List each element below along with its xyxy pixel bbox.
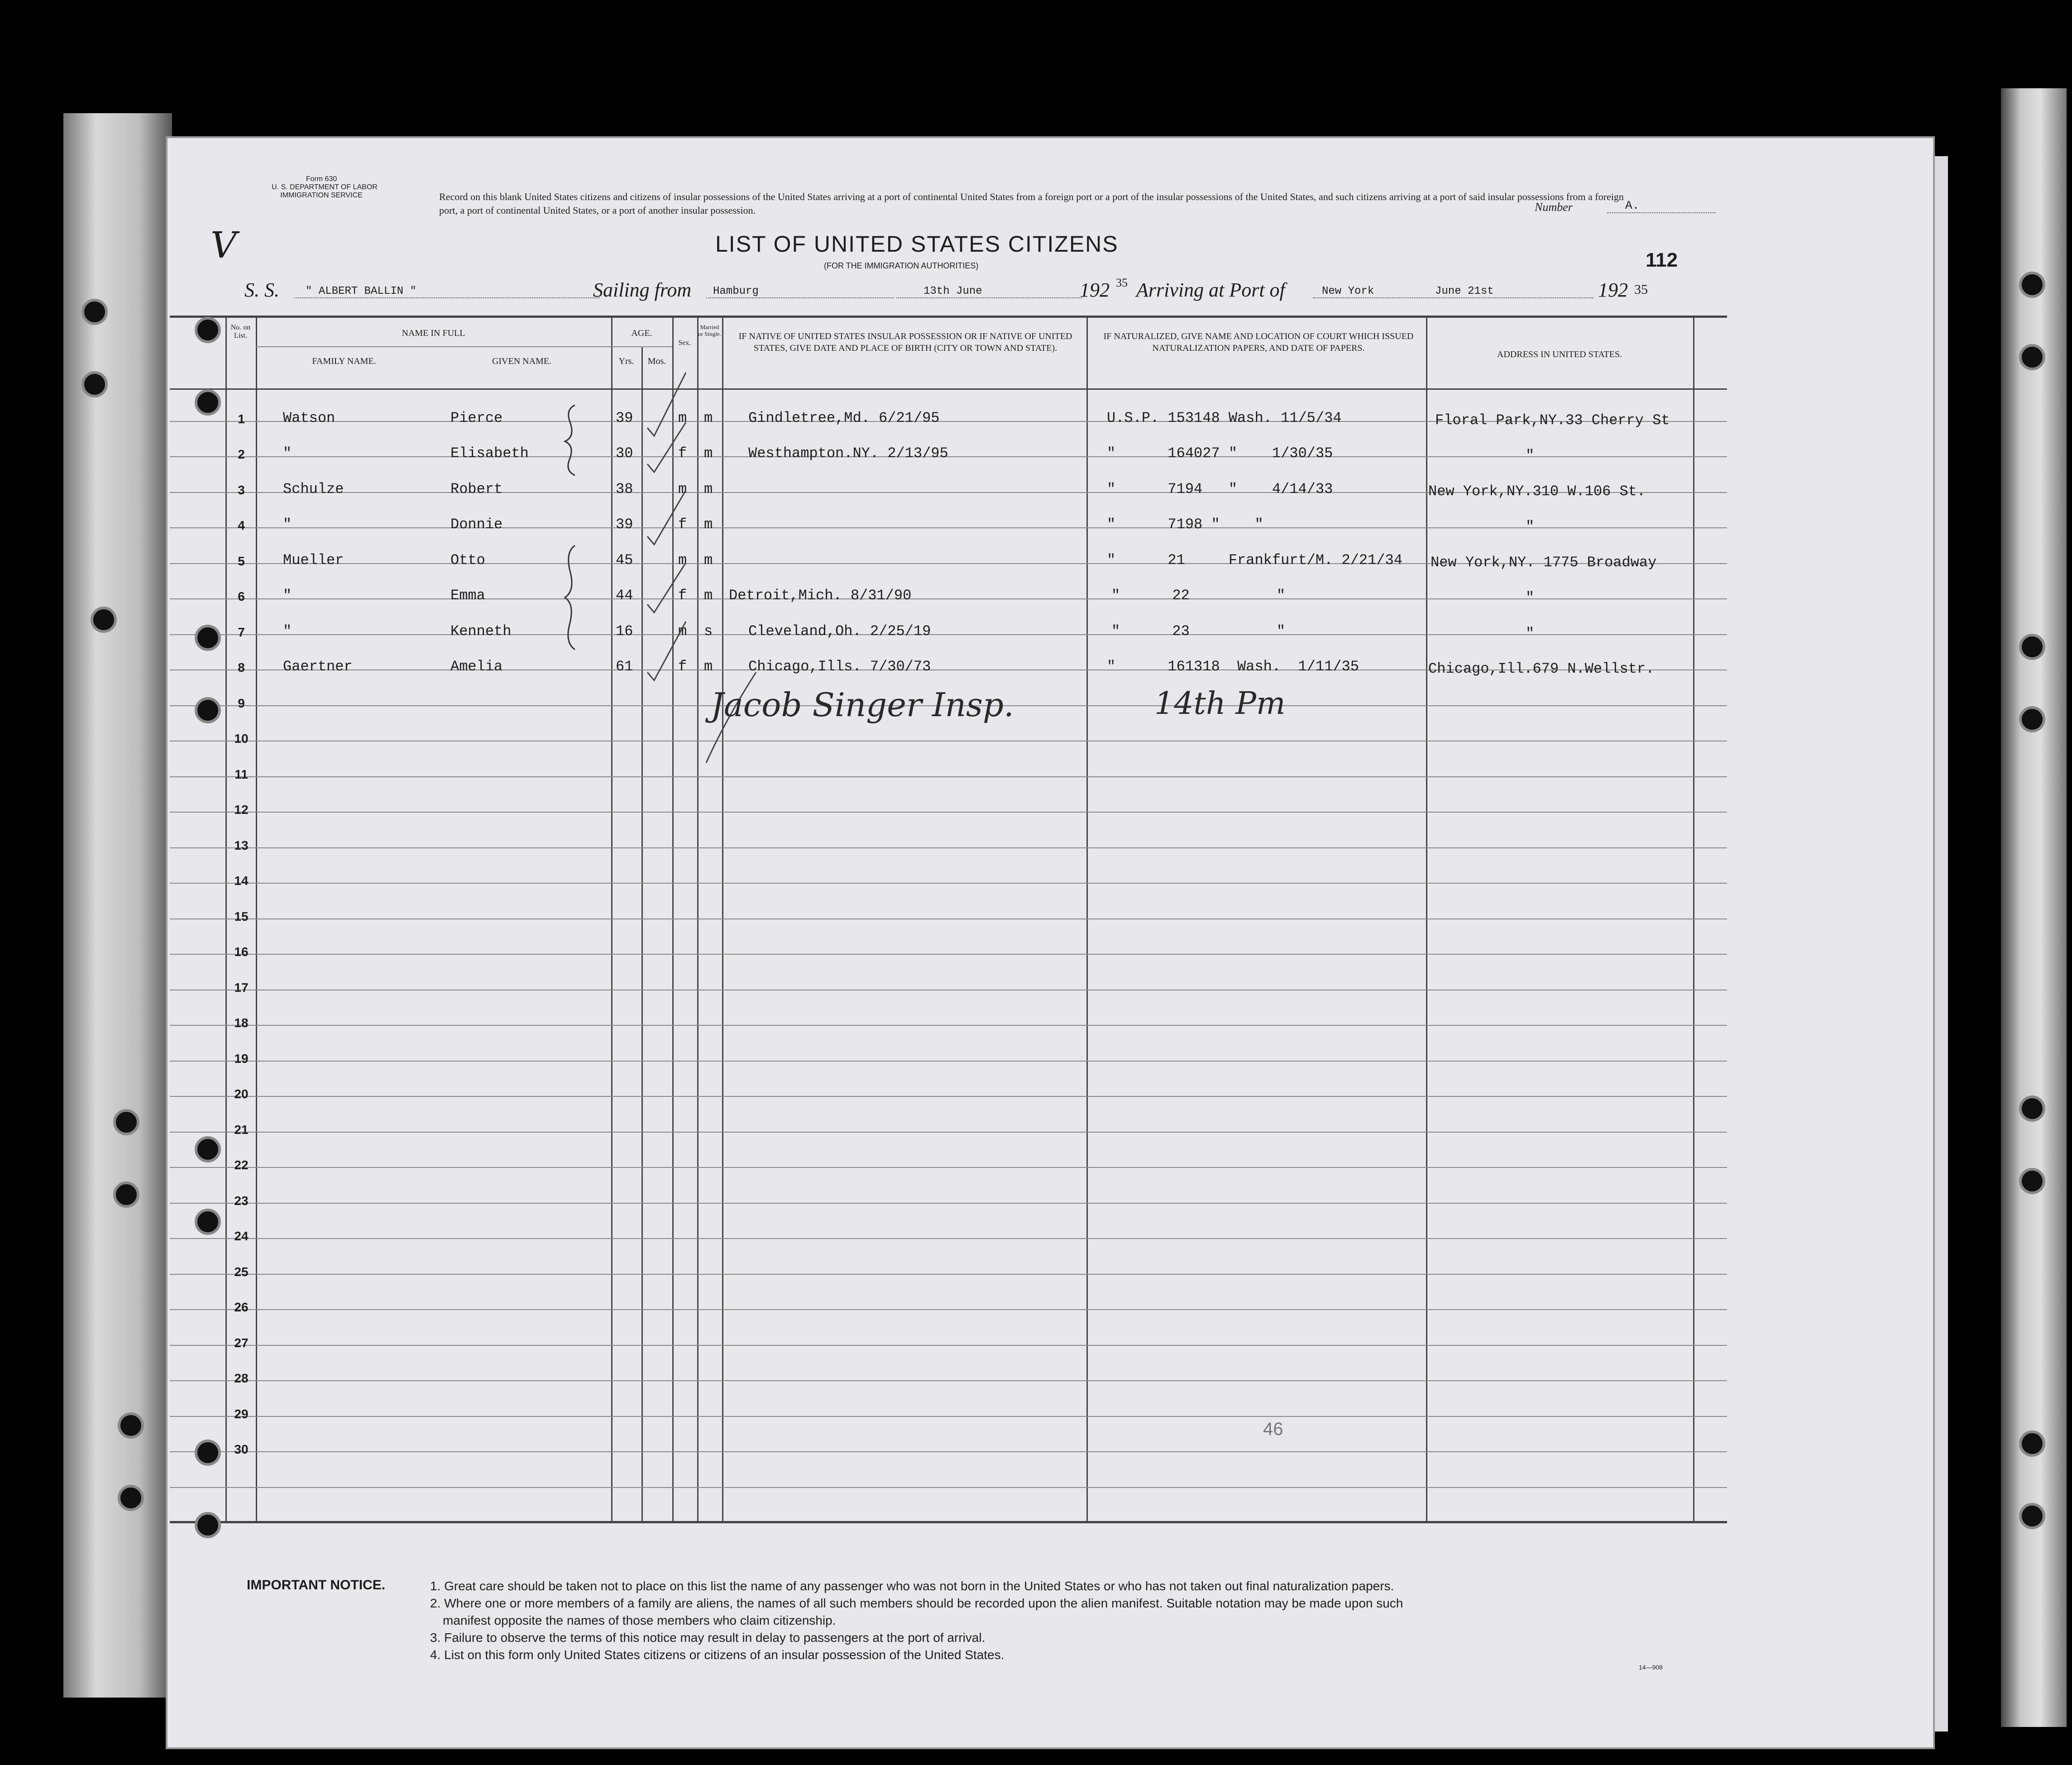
punch-hole (81, 299, 108, 325)
row-number: 2 (238, 447, 245, 461)
naturalization: " 21 Frankfurt/M. 2/21/34 (1107, 552, 1402, 569)
row-number: 16 (234, 945, 249, 959)
year-prefix-2: 192 (1598, 279, 1628, 301)
family-name: " (283, 445, 292, 462)
marital-status: m (704, 658, 713, 675)
family-name: " (283, 516, 292, 533)
sex: m (678, 481, 687, 497)
punch-hole (118, 1412, 144, 1439)
year-1: 35 (1116, 276, 1128, 289)
family-name: Mueller (283, 552, 344, 569)
given-name: Otto (450, 552, 485, 569)
row-number: 19 (234, 1052, 249, 1066)
naturalization: " 22 " (1111, 587, 1286, 604)
family-name: Gaertner (283, 658, 353, 675)
naturalization: " 164027 " 1/30/35 (1107, 445, 1333, 462)
marital-status: m (704, 552, 713, 569)
sex: f (678, 516, 687, 533)
punch-hole (195, 1512, 221, 1538)
row-number: 21 (234, 1123, 249, 1137)
row-number: 22 (234, 1158, 249, 1172)
punch-hole (2019, 344, 2045, 370)
address: " (1526, 518, 1535, 535)
sex: m (678, 410, 687, 426)
family-name: " (283, 587, 292, 604)
page-number: 112 (1646, 249, 1678, 271)
row-number: 23 (234, 1194, 249, 1208)
row-number: 24 (234, 1229, 249, 1243)
marital-status: m (704, 445, 713, 462)
punch-hole (195, 1209, 221, 1235)
row-number: 6 (238, 589, 245, 603)
print-code: 14—908 (1639, 1664, 1663, 1671)
notice-item: 2. Where one or more members of a family are aliens, the names of all such members should be recorded upon the alien manifest. Suitable notation may be made upon such (430, 1596, 1403, 1610)
given-name: Amelia (450, 658, 503, 675)
number-label: Number (1535, 201, 1573, 214)
row-number: 7 (238, 625, 245, 639)
port-to: New York (1313, 285, 1593, 298)
sailing-label: Sailing from (593, 279, 692, 301)
punch-hole (2019, 1095, 2045, 1122)
row-number: 15 (234, 909, 249, 923)
row-number: 28 (234, 1371, 249, 1385)
row-number: 9 (238, 696, 245, 710)
row-number: 20 (234, 1087, 249, 1101)
birth-info: Chicago,Ills. 7/30/73 (748, 658, 931, 675)
age-years: 39 (616, 410, 633, 426)
naturalization: U.S.P. 153148 Wash. 11/5/34 (1107, 410, 1342, 426)
family-name: Schulze (283, 481, 344, 497)
row-number: 11 (234, 767, 248, 781)
header-given-name: GIVEN NAME. (492, 356, 552, 366)
given-name: Elisabeth (450, 445, 529, 462)
address: " (1526, 589, 1535, 606)
right-binder-strip (2001, 88, 2067, 1727)
year-2: 35 (1634, 282, 1648, 297)
punch-hole (2019, 706, 2045, 732)
age-years: 61 (616, 658, 633, 675)
age-years: 30 (616, 445, 633, 462)
header-married: Married or Single. (698, 324, 721, 337)
notice-item: 1. Great care should be taken not to place on this list the name of any passenger who was not born in the United States or who has not taken out final naturalization papers. (430, 1579, 1394, 1593)
age-years: 16 (616, 623, 633, 640)
sail-date: 13th June (896, 285, 1082, 298)
row-number: 8 (238, 660, 245, 674)
row-number: 5 (238, 554, 245, 568)
punch-hole (195, 317, 221, 343)
punch-hole (2019, 634, 2045, 660)
notice-item: 4. List on this form only United States citizens or citizens of an insular possession of the United States. (430, 1648, 1005, 1662)
row-number: 17 (234, 981, 249, 995)
arriving-label: Arriving at Port of (1136, 279, 1285, 301)
address: " (1526, 625, 1535, 642)
row-number: 12 (234, 803, 249, 817)
stamp-mark: 46 (1263, 1419, 1283, 1439)
notice-item: manifest opposite the names of those members who claim citizenship. (443, 1613, 836, 1627)
marital-status: m (704, 516, 713, 533)
page-mark: V (211, 224, 237, 266)
marital-status: m (704, 587, 713, 604)
age-years: 38 (616, 481, 633, 497)
year-prefix-1: 192 (1080, 279, 1110, 301)
birth-info: Westhampton.NY. 2/13/95 (748, 445, 948, 462)
row-number: 4 (238, 518, 245, 532)
row-number: 26 (234, 1300, 249, 1314)
address: New York,NY.310 W.106 St. (1428, 483, 1646, 500)
ship-name: " ALBERT BALLIN " (294, 285, 600, 298)
address: Floral Park,NY.33 Cherry St (1435, 412, 1670, 429)
manifest-page (167, 138, 1933, 1747)
punch-hole (195, 1440, 221, 1466)
given-name: Donnie (450, 516, 503, 533)
signature-note: 14th Pm (1154, 686, 1286, 722)
port-from: Hamburg (706, 285, 894, 298)
row-number: 29 (234, 1407, 249, 1421)
address: New York,NY. 1775 Broadway (1431, 554, 1657, 571)
row-number: 25 (234, 1265, 249, 1279)
page-subtitle: (FOR THE IMMIGRATION AUTHORITIES) (824, 261, 979, 270)
age-years: 39 (616, 516, 633, 533)
punch-hole (2019, 1430, 2045, 1457)
notice-label: IMPORTANT NOTICE. (247, 1578, 386, 1593)
punch-hole (195, 1136, 221, 1162)
row-number: 13 (234, 838, 249, 852)
marital-status: s (704, 623, 713, 640)
handwritten-marks (167, 138, 1933, 1747)
punch-hole (91, 607, 117, 633)
given-name: Pierce (450, 410, 503, 426)
family-name: Watson (283, 410, 335, 426)
header-address: ADDRESS IN UNITED STATES. (1497, 349, 1622, 359)
family-name: " (283, 623, 292, 640)
naturalization: " 161318 Wash. 1/11/35 (1107, 658, 1359, 675)
punch-hole (195, 389, 221, 416)
naturalization: " 7194 " 4/14/33 (1107, 481, 1333, 497)
marital-status: m (704, 481, 713, 497)
punch-hole (195, 697, 221, 723)
address: Chicago,Ill.679 N.Wellstr. (1428, 660, 1655, 677)
given-name: Emma (450, 587, 485, 604)
notice-item: 3. Failure to observe the terms of this notice may result in delay to passengers at the port of arrival. (430, 1631, 986, 1645)
instructions-text: Record on this blank United States citizens and citizens of insular possessions of the United States arriving at a port of continental United States from a foreign port or a port of the insular possessions of the United States, and such citizens arriving at a port of said insular possessions from a foreign port, a port of continental United States, or a port of another insular possession. (439, 191, 1624, 216)
punch-hole (118, 1485, 144, 1511)
sex: m (678, 623, 687, 640)
sex: f (678, 658, 687, 675)
header-no: No. on List. (230, 324, 251, 340)
punch-hole (2019, 1168, 2045, 1194)
header-native: IF NATIVE OF UNITED STATES INSULAR POSSESSION OR IF NATIVE OF UNITED STATES, GIVE DATE AND PLACE OF BIRTH (CITY OR TOWN AND STATE). (738, 331, 1072, 353)
form-number: Form 630 (306, 175, 337, 183)
page-title: LIST OF UNITED STATES CITIZENS (715, 231, 1119, 257)
birth-info: Cleveland,Oh. 2/25/19 (748, 623, 931, 640)
birth-info: Gindletree,Md. 6/21/95 (748, 410, 940, 426)
age-years: 45 (616, 552, 633, 569)
marital-status: m (704, 410, 713, 426)
row-number: 10 (234, 732, 249, 746)
header-name-in-full: NAME IN FULL (402, 328, 465, 338)
header-yrs: Yrs. (618, 356, 634, 366)
arrive-date: June 21st (1435, 285, 1494, 297)
sex: m (678, 552, 687, 569)
row-number: 1 (238, 412, 245, 426)
number-value: A. (1607, 199, 1716, 213)
address: " (1526, 447, 1535, 464)
row-number: 3 (238, 483, 245, 497)
age-years: 44 (616, 587, 633, 604)
naturalization: " 23 " (1111, 623, 1286, 640)
header-age: AGE. (631, 328, 652, 338)
header-family-name: FAMILY NAME. (312, 356, 376, 366)
header-mos: Mos. (647, 356, 666, 366)
row-number: 18 (234, 1016, 249, 1030)
punch-hole (113, 1181, 139, 1208)
header-naturalized: IF NATURALIZED, GIVE NAME AND LOCATION OF COURT WHICH ISSUED NATURALIZATION PAPERS, AND DATE OF PAPERS. (1103, 331, 1414, 353)
department: U. S. DEPARTMENT OF LABOR (272, 183, 378, 191)
punch-hole (81, 371, 108, 397)
row-number: 27 (234, 1336, 249, 1350)
given-name: Kenneth (450, 623, 512, 640)
service: IMMIGRATION SERVICE (280, 191, 363, 199)
punch-hole (195, 625, 221, 651)
left-binder-strip (63, 113, 172, 1698)
punch-hole (2019, 272, 2045, 298)
inspector-signature: Jacob Singer Insp. (711, 686, 1014, 724)
row-number: 14 (234, 874, 249, 888)
sex: f (678, 587, 687, 604)
given-name: Robert (450, 481, 503, 497)
row-number: 30 (234, 1442, 249, 1456)
punch-hole (113, 1109, 139, 1135)
notice-items (430, 1578, 1403, 1664)
sex: f (678, 445, 687, 462)
punch-hole (2019, 1503, 2045, 1529)
naturalization: " 7198 " " (1107, 516, 1263, 533)
birth-info: Detroit,Mich. 8/31/90 (729, 587, 912, 604)
ss-label: S. S. (244, 279, 279, 301)
header-sex: Sex. (678, 339, 691, 347)
